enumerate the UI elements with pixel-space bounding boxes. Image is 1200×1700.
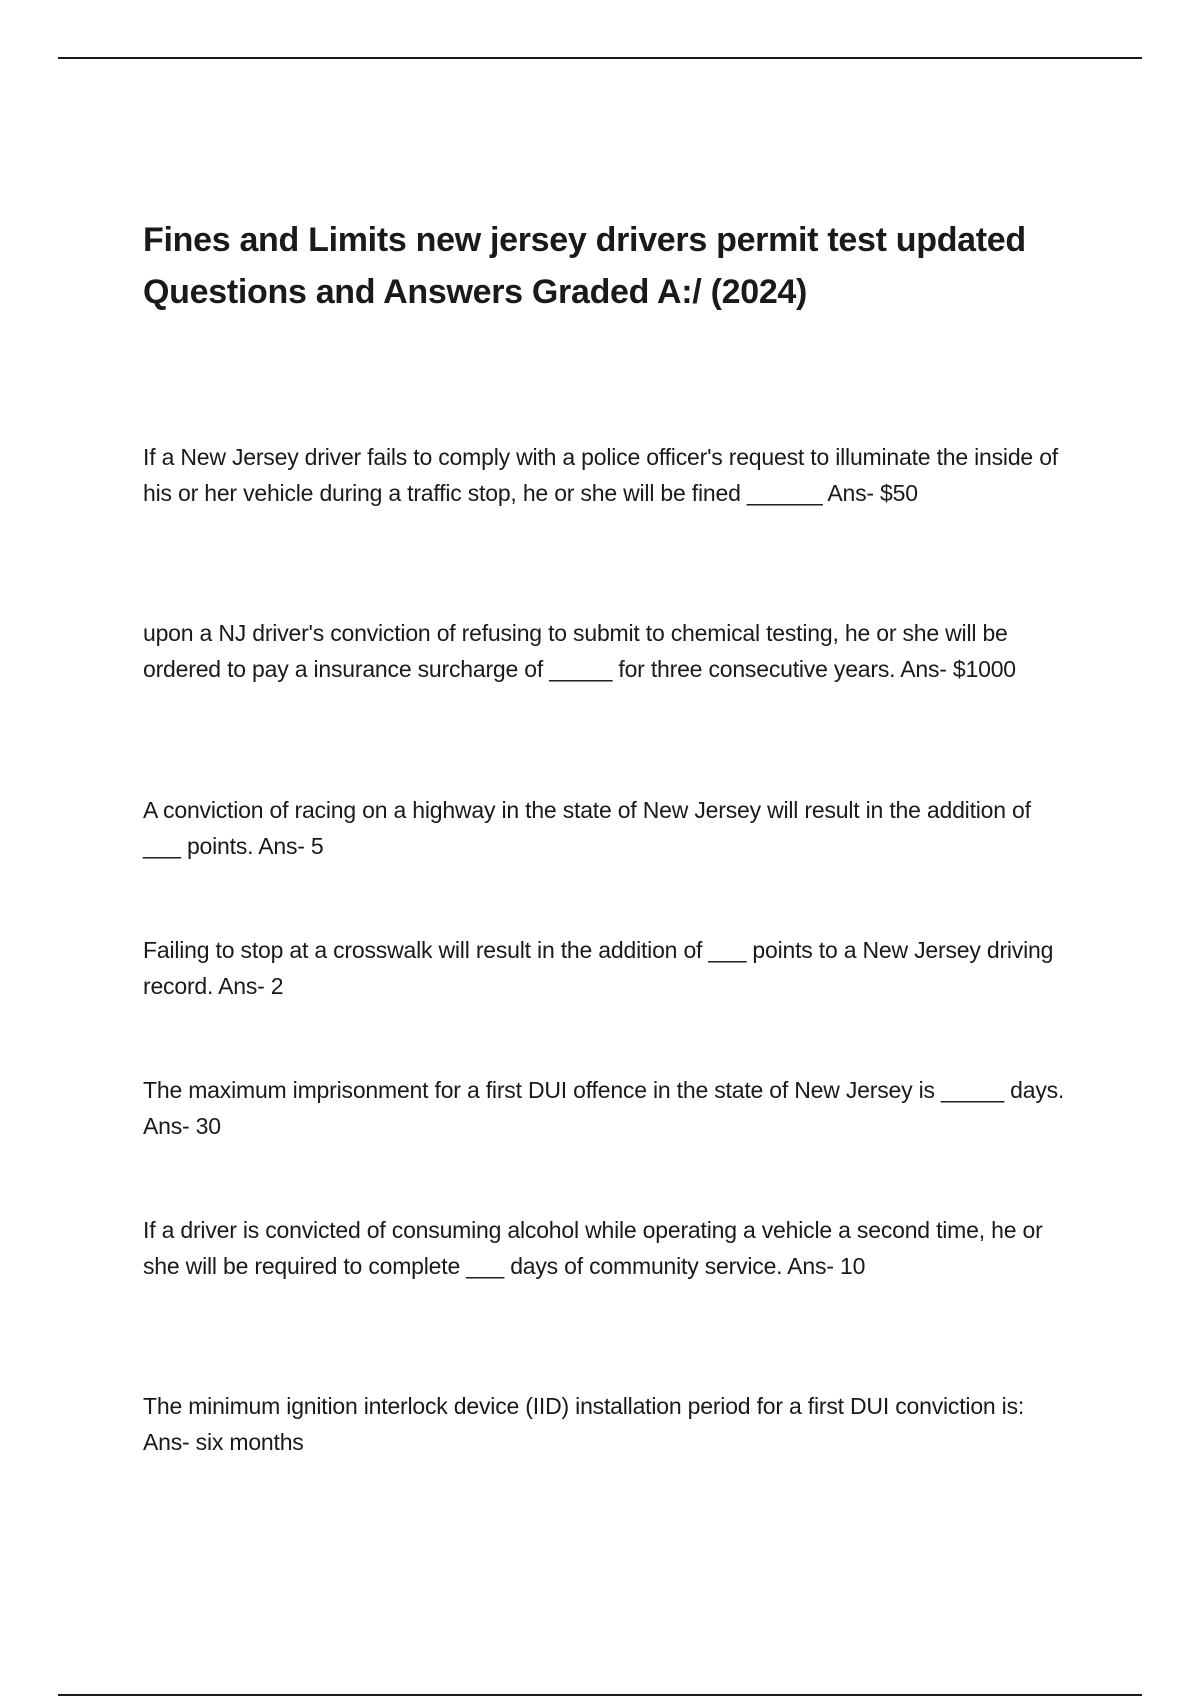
question-answer-item: If a New Jersey driver fails to comply with a police officer's request to illuminate the inside of his or her vehicle during a traffic stop, he or she will be fined ______ Ans- $50 [143,444,1058,506]
question-answer-item: The maximum imprisonment for a first DUI offence in the state of New Jersey is _____ days. Ans- 30 [143,1077,1065,1139]
bottom-rule [58,1694,1142,1696]
question-answer-item: upon a NJ driver's conviction of refusing to submit to chemical testing, he or she will be ordered to pay a insurance surcharge of _____ for three consecutive years. Ans- $1000 [143,620,1016,682]
document-title: Fines and Limits new jersey drivers permit test updated Questions and Answers Graded A:/ (2024) [143,221,1026,311]
question-answer-item: Failing to stop at a crosswalk will result in the addition of ___ points to a New Jersey driving record. Ans- 2 [143,937,1054,999]
top-rule [58,57,1142,59]
question-answer-item: If a driver is convicted of consuming alcohol while operating a vehicle a second time, he or she will be required to complete ___ days of community service. Ans- 10 [143,1217,1043,1279]
question-answer-item: A conviction of racing on a highway in the state of New Jersey will result in the addition of ___ points. Ans- 5 [143,797,1031,859]
question-answer-item: The minimum ignition interlock device (IID) installation period for a first DUI conviction is: Ans- six months [143,1393,1025,1455]
